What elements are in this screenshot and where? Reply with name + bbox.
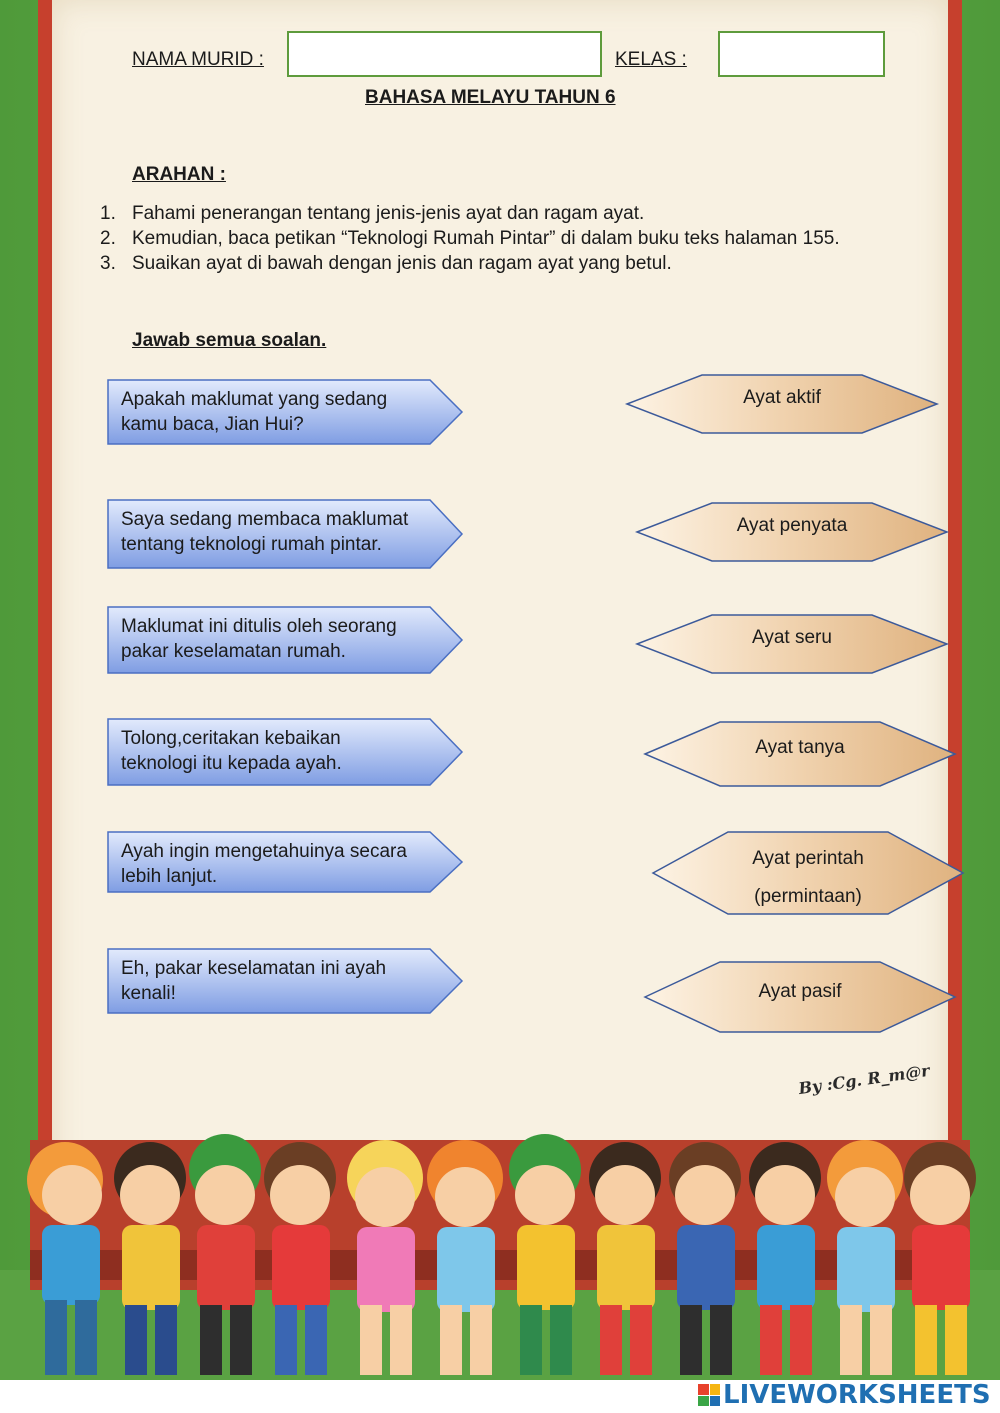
question-line: lebih lanjut.: [121, 866, 218, 887]
question-line: kamu baca, Jian Hui?: [121, 414, 304, 435]
answer-line: Ayat aktif: [743, 387, 821, 408]
answer-line: Ayat seru: [752, 627, 832, 648]
question-line: Maklumat ini ditulis oleh seorang: [121, 616, 397, 637]
jawab-heading: Jawab semua soalan.: [132, 330, 327, 351]
answer-line: Ayat penyata: [736, 515, 848, 536]
kelas-input[interactable]: [718, 31, 885, 77]
liveworksheets-logo-text: LIVEWORKSHEETS: [723, 1380, 991, 1410]
answer-line: (permintaan): [754, 886, 862, 907]
question-text-4: [121, 726, 342, 776]
answer-text-3: [637, 625, 947, 650]
answer-text-1: [627, 385, 937, 410]
answer-text-4: [645, 735, 955, 760]
liveworksheets-logo[interactable]: [698, 1381, 991, 1409]
instruction-number: 3.: [100, 253, 116, 274]
question-line: Saya sedang membaca maklumat: [121, 509, 409, 530]
nama-murid-input[interactable]: [287, 31, 602, 77]
question-line: kenali!: [121, 983, 176, 1004]
liveworksheets-mark-icon: [698, 1384, 720, 1406]
question-text-6: [121, 956, 386, 1006]
author-signature: By :Cg. R_m@r: [797, 1060, 931, 1099]
question-text-2: [121, 507, 408, 557]
book-edge-left: [38, 0, 52, 1180]
answer-text-2: [637, 513, 947, 538]
question-text-3: [121, 614, 397, 664]
instruction-item: [100, 228, 840, 250]
instruction-text: Fahami penerangan tentang jenis-jenis ayat dan ragam ayat.: [132, 203, 645, 224]
nama-murid-label: NAMA MURID :: [132, 49, 264, 70]
question-line: pakar keselamatan rumah.: [121, 641, 346, 662]
instruction-item: [100, 203, 644, 225]
question-line: teknologi itu kepada ayah.: [121, 753, 342, 774]
question-text-1: [121, 387, 387, 437]
answer-line: Ayat tanya: [755, 737, 845, 758]
instruction-number: 2.: [100, 228, 116, 249]
question-line: Ayah ingin mengetahuinya secara: [121, 841, 407, 862]
instruction-text: Suaikan ayat di bawah dengan jenis dan ragam ayat yang betul.: [132, 253, 672, 274]
question-line: Tolong,ceritakan kebaikan: [121, 728, 341, 749]
question-line: Apakah maklumat yang sedang: [121, 389, 388, 410]
answer-line: Ayat perintah: [752, 848, 864, 869]
children-illustration: [0, 1100, 1000, 1390]
kelas-label: KELAS :: [615, 49, 687, 70]
answer-text-5: [653, 840, 963, 916]
answer-line: Ayat pasif: [758, 981, 842, 1002]
question-line: Eh, pakar keselamatan ini ayah: [121, 958, 387, 979]
arahan-heading: ARAHAN :: [132, 164, 226, 185]
question-text-5: [121, 839, 407, 889]
instruction-text: Kemudian, baca petikan “Teknologi Rumah Pintar” di dalam buku teks halaman 155.: [132, 228, 840, 249]
answer-text-6: [645, 979, 955, 1004]
instruction-item: [100, 253, 672, 275]
instruction-number: 1.: [100, 203, 116, 224]
worksheet-title: BAHASA MELAYU TAHUN 6: [365, 87, 616, 108]
question-line: tentang teknologi rumah pintar.: [121, 534, 382, 555]
